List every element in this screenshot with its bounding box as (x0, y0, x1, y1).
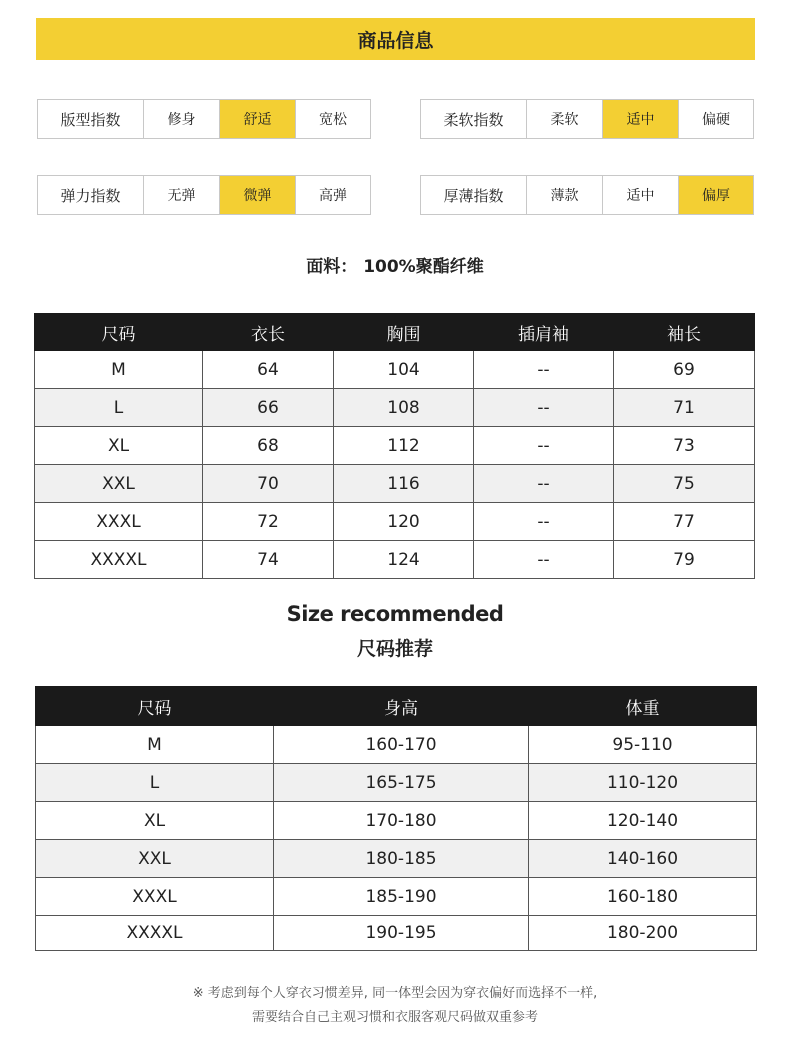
cell-raglan: -- (474, 503, 614, 541)
cell-chest: 108 (334, 389, 474, 427)
cell-weight: 120-140 (529, 802, 757, 840)
index-thickness-option-3: 偏厚 (678, 176, 753, 214)
index-fit-option-1: 修身 (143, 100, 219, 138)
section-banner (36, 18, 755, 60)
size-table (34, 313, 755, 579)
cell-chest: 116 (334, 465, 474, 503)
cell-size: XXL (36, 840, 274, 878)
cell-raglan: -- (474, 465, 614, 503)
cell-size: XL (35, 427, 203, 465)
cell-height: 180-185 (274, 840, 529, 878)
header-height: 身高 (274, 687, 529, 726)
cell-height: 190-195 (274, 916, 529, 951)
cell-size: XXXL (36, 878, 274, 916)
cell-sleeve: 69 (614, 351, 755, 389)
cell-raglan: -- (474, 541, 614, 579)
index-softness-label: 柔软指数 (443, 110, 504, 129)
banner-title: 商品信息 (357, 29, 434, 52)
cell-size: XXXXL (35, 541, 203, 579)
cell-length: 74 (203, 541, 334, 579)
fabric-info: 面料： 100%聚酯纤维 (306, 257, 484, 277)
cell-size: XXXL (35, 503, 203, 541)
table-row (36, 764, 757, 802)
recommend-table (35, 686, 757, 951)
cell-chest: 104 (334, 351, 474, 389)
index-softness (420, 99, 754, 139)
cell-size: M (35, 351, 203, 389)
cell-weight: 180-200 (529, 916, 757, 951)
table-row (36, 878, 757, 916)
index-softness-option-3: 偏硬 (678, 100, 753, 138)
table-row (35, 465, 755, 503)
cell-size: L (35, 389, 203, 427)
header-weight: 体重 (529, 687, 757, 726)
size-table-header (35, 314, 755, 351)
cell-length: 64 (203, 351, 334, 389)
cell-weight: 95-110 (529, 726, 757, 764)
cell-size: L (36, 764, 274, 802)
index-elasticity-label: 弹力指数 (60, 186, 121, 205)
note-line-2: 需要结合自己主观习惯和衣服客观尺码做双重参考 (251, 1010, 538, 1025)
cell-raglan: -- (474, 351, 614, 389)
header-size: 尺码 (36, 687, 274, 726)
header-chest: 胸围 (334, 314, 474, 351)
cell-size: XXL (35, 465, 203, 503)
cell-chest: 112 (334, 427, 474, 465)
cell-sleeve: 75 (614, 465, 755, 503)
cell-sleeve: 71 (614, 389, 755, 427)
cell-height: 170-180 (274, 802, 529, 840)
cell-length: 68 (203, 427, 334, 465)
cell-sleeve: 79 (614, 541, 755, 579)
cell-height: 160-170 (274, 726, 529, 764)
index-fit (37, 99, 371, 139)
recommend-title-cn: 尺码推荐 (356, 638, 433, 660)
index-elasticity-option-3: 高弹 (295, 176, 370, 214)
table-row (36, 916, 757, 951)
index-thickness-option-2: 适中 (602, 176, 678, 214)
cell-raglan: -- (474, 389, 614, 427)
cell-height: 165-175 (274, 764, 529, 802)
table-row (35, 351, 755, 389)
cell-sleeve: 73 (614, 427, 755, 465)
cell-weight: 140-160 (529, 840, 757, 878)
index-softness-option-2: 适中 (602, 100, 678, 138)
table-row (35, 541, 755, 579)
index-fit-option-3: 宽松 (295, 100, 370, 138)
table-row (35, 389, 755, 427)
index-thickness-label: 厚薄指数 (443, 186, 504, 205)
header-raglan: 插肩袖 (474, 314, 614, 351)
table-row (36, 840, 757, 878)
cell-size: XXXXL (36, 916, 274, 951)
index-elasticity (37, 175, 371, 215)
note-line-1: ※ 考虑到每个人穿衣习惯差异, 同一体型会因为穿衣偏好而选择不一样, (192, 986, 598, 1001)
recommend-table-header (36, 687, 757, 726)
table-row (35, 427, 755, 465)
cell-length: 70 (203, 465, 334, 503)
cell-length: 72 (203, 503, 334, 541)
index-elasticity-option-1: 无弹 (143, 176, 219, 214)
cell-chest: 120 (334, 503, 474, 541)
table-row (36, 726, 757, 764)
cell-size: XL (36, 802, 274, 840)
cell-length: 66 (203, 389, 334, 427)
header-size: 尺码 (35, 314, 203, 351)
index-fit-label: 版型指数 (60, 110, 121, 129)
cell-raglan: -- (474, 427, 614, 465)
cell-height: 185-190 (274, 878, 529, 916)
recommend-title-en: Size recommended (286, 602, 504, 626)
table-row (36, 802, 757, 840)
index-elasticity-option-2: 微弹 (219, 176, 295, 214)
header-sleeve: 袖长 (614, 314, 755, 351)
cell-sleeve: 77 (614, 503, 755, 541)
cell-size: M (36, 726, 274, 764)
cell-weight: 110-120 (529, 764, 757, 802)
index-softness-option-1: 柔软 (526, 100, 602, 138)
table-row (35, 503, 755, 541)
header-length: 衣长 (203, 314, 334, 351)
index-thickness-option-1: 薄款 (526, 176, 602, 214)
cell-weight: 160-180 (529, 878, 757, 916)
cell-chest: 124 (334, 541, 474, 579)
index-thickness (420, 175, 754, 215)
index-fit-option-2: 舒适 (219, 100, 295, 138)
